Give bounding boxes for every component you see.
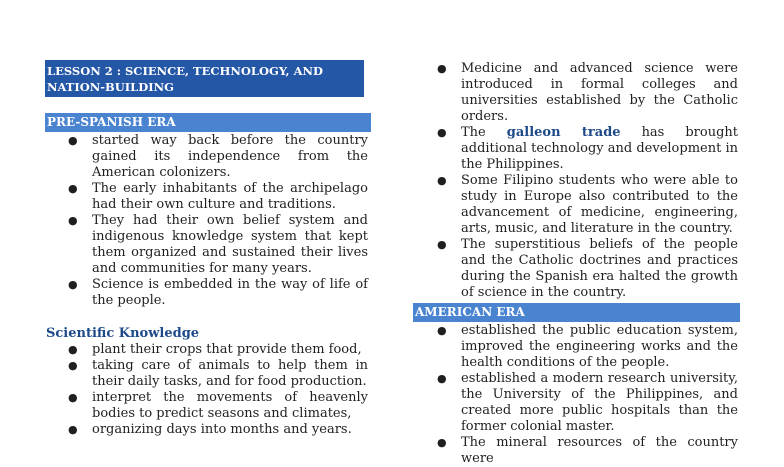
american-era-list: [437, 323, 738, 467]
list-item: ● established the public education system, improved the engineering works and the health conditions of the people.: [437, 323, 738, 370]
scientific-knowledge-heading: Scientific Knowledge: [46, 326, 200, 341]
list-item: ● plant their crops that provide them food,: [68, 342, 362, 357]
lesson-title-line1: LESSON 2 : SCIENCE, TECHNOLOGY, AND: [47, 64, 323, 78]
lesson-title-bar: [45, 60, 364, 97]
list-item: ● The early inhabitants of the archipelago had their own culture and traditions.: [68, 181, 368, 212]
list-item: ● The mineral resources of the country were: [437, 435, 738, 466]
spanish-era-list: [437, 61, 738, 301]
list-item: ● Science is embedded in the way of life of the people.: [68, 277, 368, 308]
list-item: ● started way back before the country gained its independence from the American colonizers.: [68, 133, 368, 180]
galleon-trade-term: galleon trade: [506, 125, 621, 140]
list-item: ● organizing days into months and years.: [68, 422, 352, 437]
list-item: ● The galleon trade has brought additional technology and development in the Philippines.: [437, 125, 738, 172]
list-item: ● The superstitious beliefs of the people and the Catholic doctrines and practices during the Spanish era halted the growth of science in the country.: [437, 237, 738, 300]
american-era-heading: AMERICAN ERA: [413, 303, 740, 322]
list-item: ● They had their own belief system and indigenous knowledge system that kept them organized and sustained their lives and communities for many years.: [68, 213, 368, 276]
list-item: ● established a modern research university, the University of the Philippines, and created more public hospitals than the former colonial master.: [437, 371, 738, 434]
list-item: ● Medicine and advanced science were introduced in formal colleges and universities established by the Catholic orders.: [437, 61, 738, 124]
list-item: ● interpret the movements of heavenly bodies to predict seasons and climates,: [68, 390, 368, 421]
list-item: ● taking care of animals to help them in their daily tasks, and for food production.: [68, 358, 368, 389]
pre-spanish-era-heading: PRE-SPANISH ERA: [45, 113, 371, 132]
lesson-title-line2: NATION-BUILDING: [47, 80, 174, 94]
pre-spanish-list: [68, 133, 368, 309]
list-item: ● Some Filipino students who were able to study in Europe also contributed to the advancement of medicine, engineering, arts, music, and literature in the country.: [437, 173, 738, 236]
scientific-knowledge-list: [68, 342, 368, 438]
